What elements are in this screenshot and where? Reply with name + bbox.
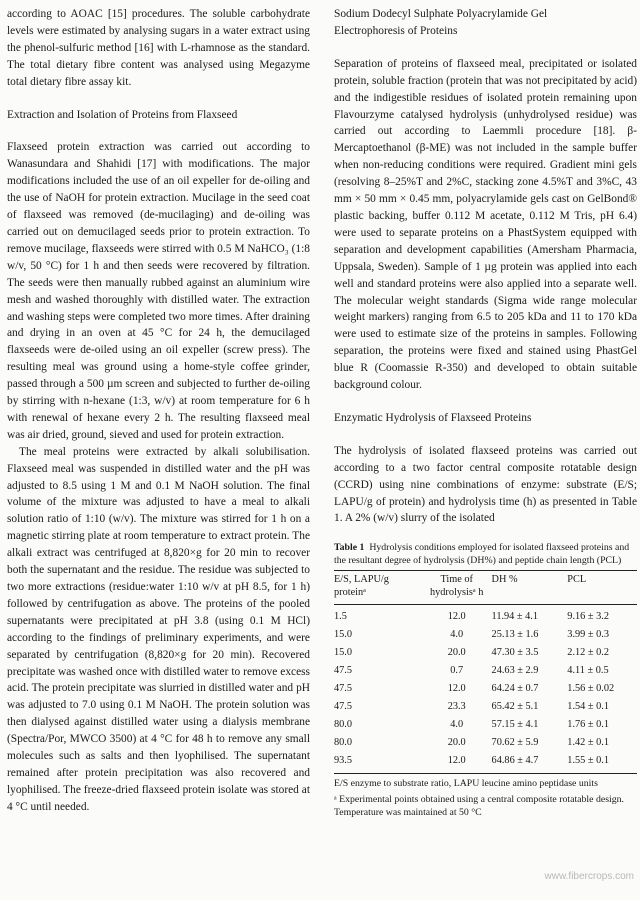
table-row (334, 698, 637, 716)
cell-pcl: 1.54 ± 0.1 (567, 701, 609, 713)
cell-es: 47.5 (334, 683, 353, 695)
cell-es: 15.0 (334, 647, 353, 659)
cell-pcl: 2.12 ± 0.2 (567, 647, 609, 659)
paragraph-extraction: Flaxseed protein extraction was carried out according to Wanasundara and Shahidi [17] with modifications. The major modifications included the use of an oil expeller for de-oiling and the use of NaOH for protein extraction. Mucilage in the seed coat of flaxseed was removed (de-mucilaging) and de-oiling was carried out on demucilaged seeds prior to protein extraction. To remove mucilage, flaxseeds were stirred with 0.5 M NaHCO₃ (1:8 w/v, 50 °C) for 1 h and then seeds were recovered by filtration. The seeds were then manually rubbed against an aluminium wire mesh and washed thoroughly with distilled water. The extraction and washing steps were completed two more times. After draining and drying in an oven at 45 °C for 24 h, the demucilaged flaxseeds were de-oiled using an oil expeller (screw press). The resulting meal was ground using a home-style coffee grinder, passed through a 500 µm screen and subjected to further de-oiling by stirring with n-hexane (1:3, w/v) at room temperature for 6 h with renewal of hexane every 2 h. The resulting flaxseed meal was air dried, ground, sieved and used for protein extraction. (7, 141, 310, 441)
cell-pcl: 1.76 ± 0.1 (567, 719, 609, 731)
cell-es: 47.5 (334, 665, 353, 677)
table-footnote-design: ᵃ Experimental points obtained using a central composite rotatable design. Temperature was maintained at 50 °C (334, 794, 624, 819)
table-row (334, 734, 637, 752)
table-caption (334, 541, 637, 567)
paragraph-continuation: according to AOAC [15] procedures. The soluble carbohydrate levels were estimated by analysing sugars in a water extract using the phenol-sulfuric method [16] with L-rhamnose as the standard. The total dietary fibre content was analysed using Megazyme total dietary fibre assay kit. (7, 8, 310, 88)
table-row (334, 662, 637, 680)
section-heading-sds-page-line2: Electrophoresis of Proteins (334, 24, 458, 37)
left-column (7, 6, 310, 816)
cell-time: 0.7 (450, 665, 464, 677)
cell-time: 4.0 (450, 719, 464, 731)
table-bottom-rule (334, 773, 637, 774)
cell-es: 1.5 (334, 611, 347, 623)
table-header-rule (334, 604, 637, 605)
cell-es: 80.0 (334, 737, 353, 749)
table-footnote-abbreviations: E/S enzyme to substrate ratio, LAPU leucine amino peptidase units (334, 778, 598, 790)
section-heading-extraction: Extraction and Isolation of Proteins from Flaxseed (7, 108, 238, 121)
table-label: Table 1 (334, 542, 365, 554)
cell-time: 12.0 (447, 611, 466, 623)
paragraph-sds-page: Separation of proteins of flaxseed meal, precipitated or isolated protein, soluble fraction (protein that was not precipitated by acid) and the indigestible residues of isolated protein remaining upon Flavourzyme catalysed hydrolysis (unhydrolysed residue) was carried out according to Laemmli procedure [18]. β-Mercaptoethanol (β-ME) was not included in the sample buffer when non-reducing conditions were required. Gradient mini gels (resolving 8–25%T and 2%C, stacking zone 4.5%T and 3%C, 43 mm × 50 mm × 0.45 mm, polyacrylamide gels cast on GelBond® plastic backing, buffer 0.112 M acetate, 0.112 M Tris, pH 6.4) were used to separate proteins on a PhastSystem equipped with separation and development capabilities (Amersham Pharmacia, Uppsala, Sweden). Sample of 1 µg protein was applied into each well and standard proteins were also applied into a separate well. The molecular weight standards (Sigma wide range molecular weight markers) ranging from 6.5 to 205 kDa and 11 to 170 kDa were used to estimate size of the proteins in samples. Following separation, the proteins were fixed and stained using PhastGel blue R (Coomassie R-350) and developed to obtain suitable background colour. (334, 57, 637, 392)
cell-pcl: 1.56 ± 0.02 (567, 683, 615, 695)
table-row (334, 716, 637, 734)
header-pcl: PCL (567, 574, 587, 586)
cell-time: 12.0 (447, 683, 466, 695)
table-row (334, 680, 637, 698)
header-time: Time of hydrolysisᵃ h (429, 574, 484, 598)
section-heading-sds-page-line1: Sodium Dodecyl Sulphate Polyacrylamide Gel (334, 8, 548, 20)
table-top-rule (334, 570, 637, 571)
cell-pcl: 1.55 ± 0.1 (567, 755, 609, 767)
right-column (334, 6, 637, 819)
cell-dh: 47.30 ± 3.5 (491, 647, 539, 659)
table-row (334, 752, 637, 770)
table-row (334, 608, 637, 626)
header-dh: DH % (491, 574, 518, 586)
cell-dh: 64.24 ± 0.7 (491, 683, 539, 695)
table-row (334, 626, 637, 644)
cell-time: 4.0 (450, 629, 464, 641)
cell-pcl: 4.11 ± 0.5 (567, 665, 609, 677)
cell-time: 20.0 (447, 647, 466, 659)
table-1 (334, 541, 637, 819)
cell-pcl: 3.99 ± 0.3 (567, 629, 609, 641)
cell-dh: 65.42 ± 5.1 (491, 701, 539, 713)
paragraph-alkali-solubilisation: The meal proteins were extracted by alkali solubilisation. Flaxseed meal was suspended in distilled water and the pH was adjusted to 8.5 using 1 M and 0.1 M NaOH solution. The final volume of the mixture was adjusted to have a meal to alkali solution ratio of 1:10 (w/v). The mixture was stirred for 1 h on a magnetic stirring plate at room temperature to extract protein. The alkali extract was centrifuged at 8,820×g for 20 min to recover both the supernatant and the residue. The residue was subjected to two more extractions (residue:water 1:10 w/v at pH 8.5, for 1 h) followed by centrifugation as above. The proteins of the pooled supernatants were precipitated at pH 3.8 (using 0.1 M HCl) according to the findings of preliminary experiments, and were separated by centrifugation (8,820×g for 20 min). Recovered precipitate was washed once with distilled water to remove excess acid. The protein precipitate was slurried in distilled water and pH was adjusted to 7.0 using 0.1 M NaOH. The protein solution was then dialysed against distilled water using a dialysis membrane (Spectra/Por, MWCO 3500) at 4 °C for 48 h to remove any small molecules such as salts and then lyophilised. The supernatant remained after protein precipitation was also recovered and lyophilised. The freeze-dried flaxseed protein isolate was stored at 4 °C until needed. (7, 445, 310, 813)
cell-pcl: 9.16 ± 3.2 (567, 611, 609, 623)
cell-es: 15.0 (334, 629, 353, 641)
cell-time: 20.0 (447, 737, 466, 749)
cell-dh: 64.86 ± 4.7 (491, 755, 539, 767)
cell-time: 12.0 (447, 755, 466, 767)
table-header-row (334, 574, 637, 601)
cell-dh: 70.62 ± 5.9 (491, 737, 539, 749)
cell-es: 93.5 (334, 755, 353, 767)
cell-dh: 25.13 ± 1.6 (491, 629, 539, 641)
table-caption-text: Hydrolysis conditions employed for isolated flaxseed proteins and the resultant degree of hydrolysis (DH%) and peptide chain length (PCL) (334, 542, 630, 567)
header-es: E/S, LAPU/g proteinᵃ (334, 574, 389, 598)
cell-time: 23.3 (447, 701, 466, 713)
cell-es: 47.5 (334, 701, 353, 713)
paragraph-enzymatic-hydrolysis: The hydrolysis of isolated flaxseed proteins was carried out according to a two factor central composite rotatable design (CCRD) using nine combinations of enzyme: substrate (E/S; LAPU/g of protein) and hydrolysis time (h) as presented in Table 1. A 2% (w/v) slurry of the isolated (334, 444, 637, 525)
hydrolysis-table (334, 574, 637, 770)
watermark: www.fibercrops.com (544, 871, 634, 882)
cell-dh: 24.63 ± 2.9 (491, 665, 539, 677)
cell-es: 80.0 (334, 719, 353, 731)
cell-dh: 57.15 ± 4.1 (491, 719, 539, 731)
cell-pcl: 1.42 ± 0.1 (567, 737, 609, 749)
table-row (334, 644, 637, 662)
section-heading-enzymatic-hydrolysis: Enzymatic Hydrolysis of Flaxseed Proteins (334, 411, 532, 424)
cell-dh: 11.94 ± 4.1 (491, 611, 539, 623)
